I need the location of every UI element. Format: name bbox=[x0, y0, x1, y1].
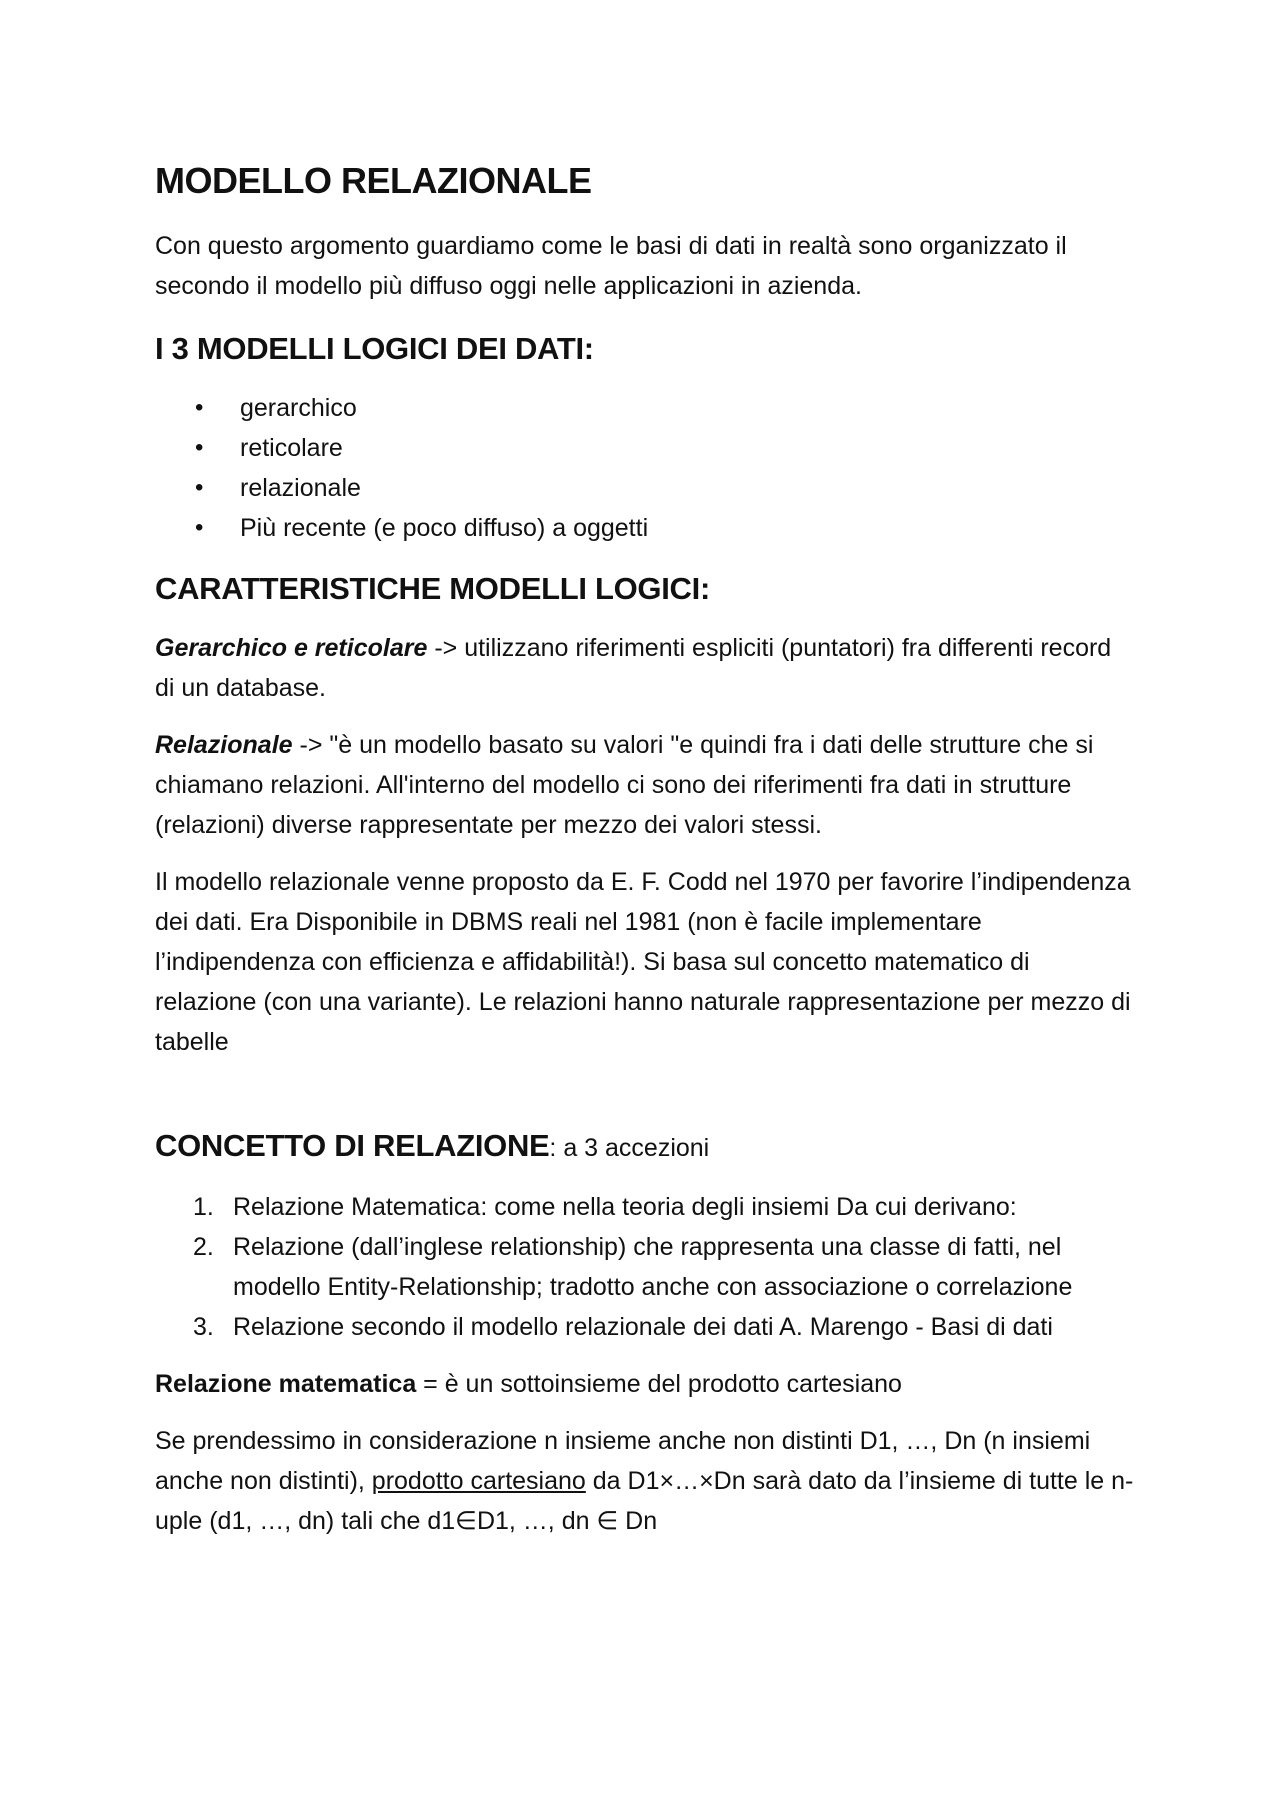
bullet-icon: • bbox=[195, 434, 204, 461]
list-item-number: 3. bbox=[193, 1313, 214, 1341]
list-item bbox=[155, 508, 1135, 548]
list-item-number: 2. bbox=[193, 1233, 214, 1261]
list-item-text: Più recente (e poco diffuso) a oggetti bbox=[240, 514, 649, 542]
list-item bbox=[155, 1307, 1135, 1347]
definition-paragraph bbox=[155, 1364, 1135, 1404]
hierarchical-paragraph bbox=[155, 628, 1135, 708]
list-item bbox=[155, 1187, 1135, 1227]
models-heading: I 3 MODELLI LOGICI DEI DATI: bbox=[155, 331, 594, 366]
concept-heading-main: CONCETTO DI RELAZIONE bbox=[155, 1128, 550, 1163]
concept-heading bbox=[155, 1125, 1135, 1169]
document-page bbox=[155, 158, 1135, 1558]
concept-heading-tail: : a 3 accezioni bbox=[549, 1134, 710, 1162]
list-item bbox=[155, 1227, 1135, 1307]
hierarchical-text: -> utilizzano riferimenti espliciti (puntatori) fra differenti record di un database. bbox=[155, 634, 1112, 702]
list-item-text: relazionale bbox=[240, 474, 361, 502]
list-item bbox=[155, 468, 1135, 508]
list-item-text: reticolare bbox=[240, 434, 343, 462]
relational-term: Relazionale bbox=[155, 731, 293, 759]
list-item-text: gerarchico bbox=[240, 394, 357, 422]
list-item bbox=[155, 388, 1135, 428]
list-item-text: Relazione (dall’inglese relationship) che rappresenta una classe di fatti, nel modello Entity-Relationship; tradotto anche con associazione o correlazione bbox=[233, 1233, 1073, 1301]
list-item bbox=[155, 428, 1135, 468]
bullet-icon: • bbox=[195, 394, 204, 421]
hierarchical-term: Gerarchico e reticolare bbox=[155, 634, 428, 662]
list-item-number: 1. bbox=[193, 1193, 214, 1221]
bullet-icon: • bbox=[195, 514, 204, 541]
list-item-text: Relazione secondo il modello relazionale dei dati A. Marengo - Basi di dati bbox=[233, 1313, 1053, 1341]
definition-text: = è un sottoinsieme del prodotto cartesiano bbox=[416, 1370, 902, 1398]
concept-list bbox=[155, 1187, 1135, 1347]
features-heading: CARATTERISTICHE MODELLI LOGICI: bbox=[155, 571, 710, 606]
relational-text: -> "è un modello basato su valori "e quindi fra i dati delle strutture che si chiamano relazioni. All'interno del modello ci sono dei riferimenti fra dati in strutture (relazioni) diverse rappresentate per mezzo dei valori stessi. bbox=[155, 731, 1094, 839]
cartesian-text-before: Se prendessimo in considerazione n insieme anche non distinti D1, …, Dn (n insiemi anche non distinti), bbox=[155, 1427, 1091, 1495]
relational-paragraph bbox=[155, 725, 1135, 845]
cartesian-text-after: da D1×…×Dn sarà dato da l’insieme di tutte le n-uple (d1, …, dn) tali che d1∈D1, …, dn ∈ Dn bbox=[155, 1467, 1134, 1535]
codd-paragraph: Il modello relazionale venne proposto da E. F. Codd nel 1970 per favorire l’indipendenza dei dati. Era Disponibile in DBMS reali nel 1981 (non è facile implementare l’indipendenza con efficienza e affidabilità!). Si basa sul concetto matematico di relazione (con una variante). Le relazioni hanno naturale rappresentazione per mezzo di tabelle bbox=[155, 868, 1131, 1056]
list-item-text: Relazione Matematica: come nella teoria degli insiemi Da cui derivano: bbox=[233, 1193, 1017, 1221]
bullet-icon: • bbox=[195, 474, 204, 501]
spacer bbox=[155, 1079, 1135, 1125]
definition-term: Relazione matematica bbox=[155, 1370, 417, 1398]
page-title: MODELLO RELAZIONALE bbox=[155, 160, 592, 201]
models-list bbox=[155, 388, 1135, 548]
cartesian-product-underlined: prodotto cartesiano bbox=[371, 1467, 586, 1495]
intro-paragraph: Con questo argomento guardiamo come le basi di dati in realtà sono organizzato il secondo il modello più diffuso oggi nelle applicazioni in azienda. bbox=[155, 232, 1067, 300]
cartesian-paragraph bbox=[155, 1421, 1135, 1541]
